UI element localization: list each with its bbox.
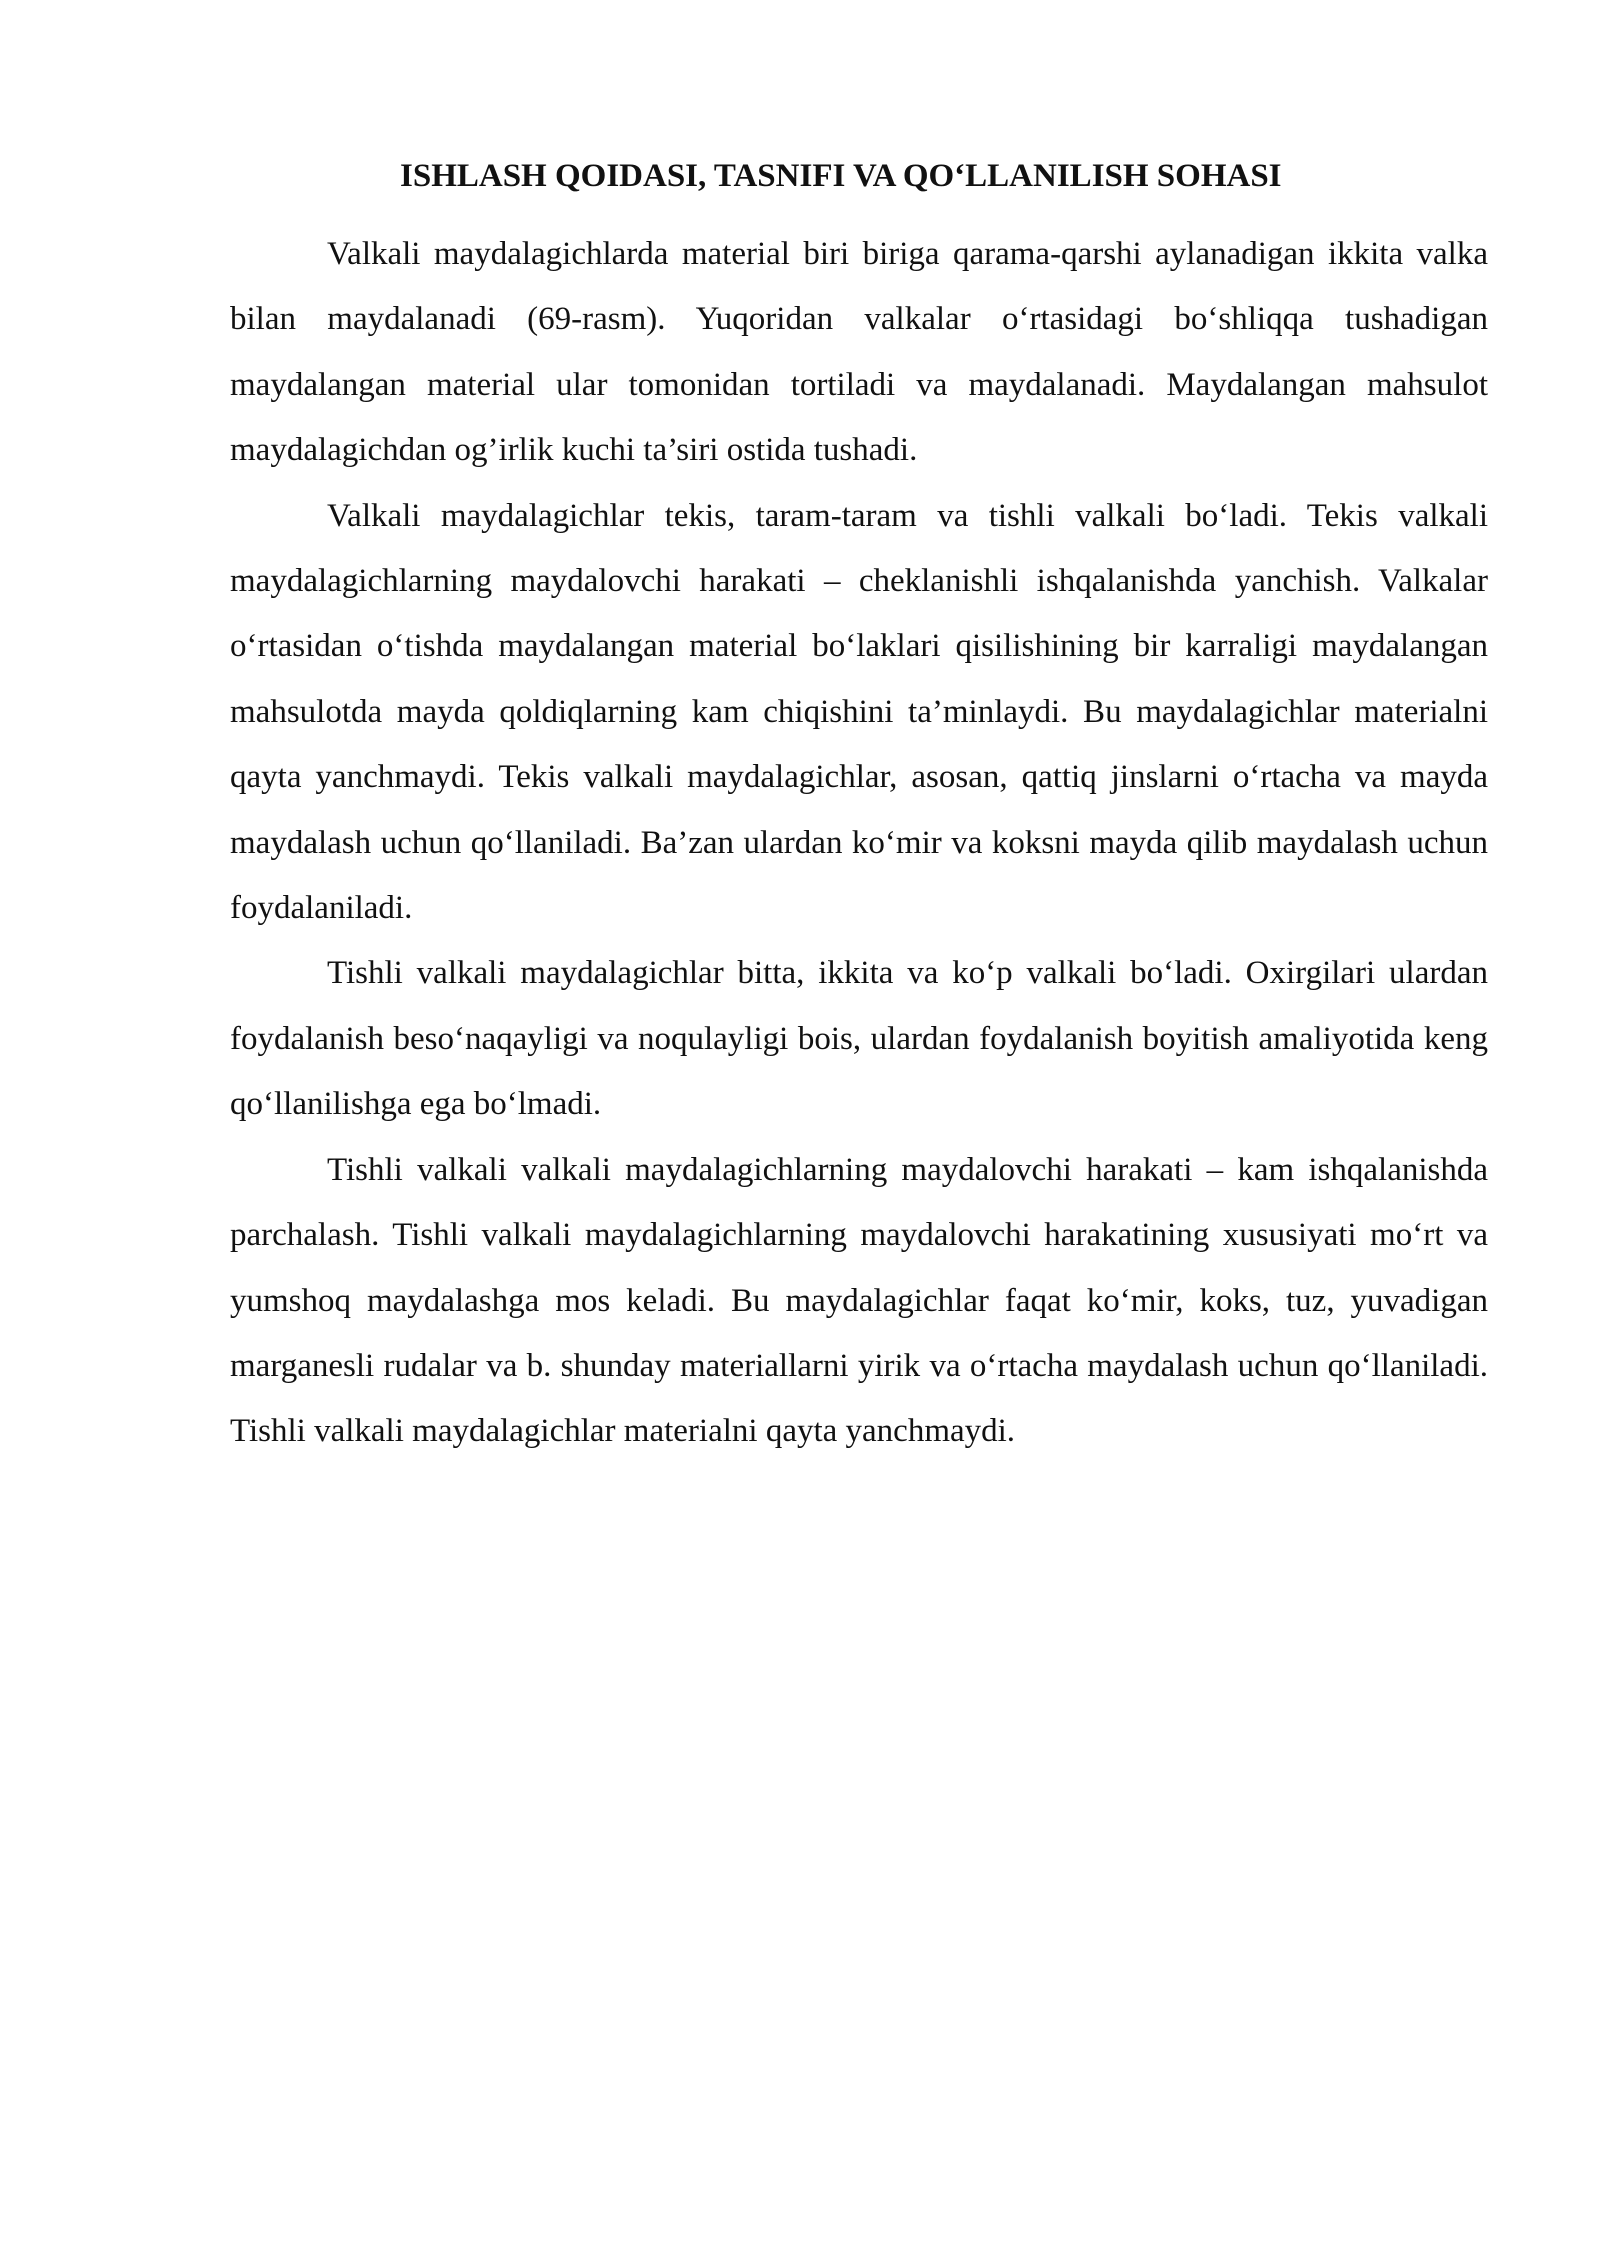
paragraph-toothed-rolls-application: Tishli valkali valkali maydalagichlarning maydalovchi harakati – kam ishqalanishda parchalash. Tishli valkali maydalagichlarning maydalovchi harakatining xususiyati mo‘rt va yumshoq maydalashga mos keladi. Bu maydalagichlar faqat ko‘mir, koks, tuz, yuvadigan marganesli rudalar va b. shunday materiallarni yirik va o‘rtacha maydalash uchun qo‘llaniladi. Tishli valkali maydalagichlar materialni qayta yanchmaydi.	[230, 1151, 1488, 1450]
page-title: ISHLASH QOIDASI, TASNIFI VA QO‘LLANILISH SOHASI	[400, 158, 1282, 194]
paragraph-roll-types: Valkali maydalagichlar tekis, taram-taram va tishli valkali bo‘ladi. Tekis valkali maydalagichlarning maydalovchi harakati – cheklanishli ishqalanishda yanchish. Valkalar o‘rtasidan o‘tishda maydalangan material bo‘laklari qisilishining bir karraligi maydalangan mahsulotda mayda qoldiqlarning kam chiqishini ta’minlaydi. Bu maydalagichlar materialni qayta yanchmaydi. Tekis valkali maydalagichlar, asosan, qattiq jinslarni o‘rtacha va mayda maydalash uchun qo‘llaniladi. Ba’zan ulardan ko‘mir va koksni mayda qilib maydalash uchun foydalaniladi.	[230, 497, 1488, 927]
paragraph-rolling-crushers-principle: Valkali maydalagichlarda material biri biriga qarama-qarshi aylanadigan ikkita valka bilan maydalanadi (69-rasm). Yuqoridan valkalar o‘rtasidagi bo‘shliqqa tushadigan maydalangan material ular tomonidan tortiladi va maydalanadi. Maydalangan mahsulot maydalagichdan og’irlik kuchi ta’siri ostida tushadi.	[230, 236, 1488, 469]
paragraph-toothed-rolls: Tishli valkali maydalagichlar bitta, ikkita va ko‘p valkali bo‘ladi. Oxirgilari ulardan foydalanish beso‘naqayligi va noqulayligi bois, ulardan foydalanish boyitish amaliyotida keng qo‘llanilishga ega bo‘lmadi.	[230, 955, 1488, 1123]
document-body	[230, 148, 1488, 1465]
